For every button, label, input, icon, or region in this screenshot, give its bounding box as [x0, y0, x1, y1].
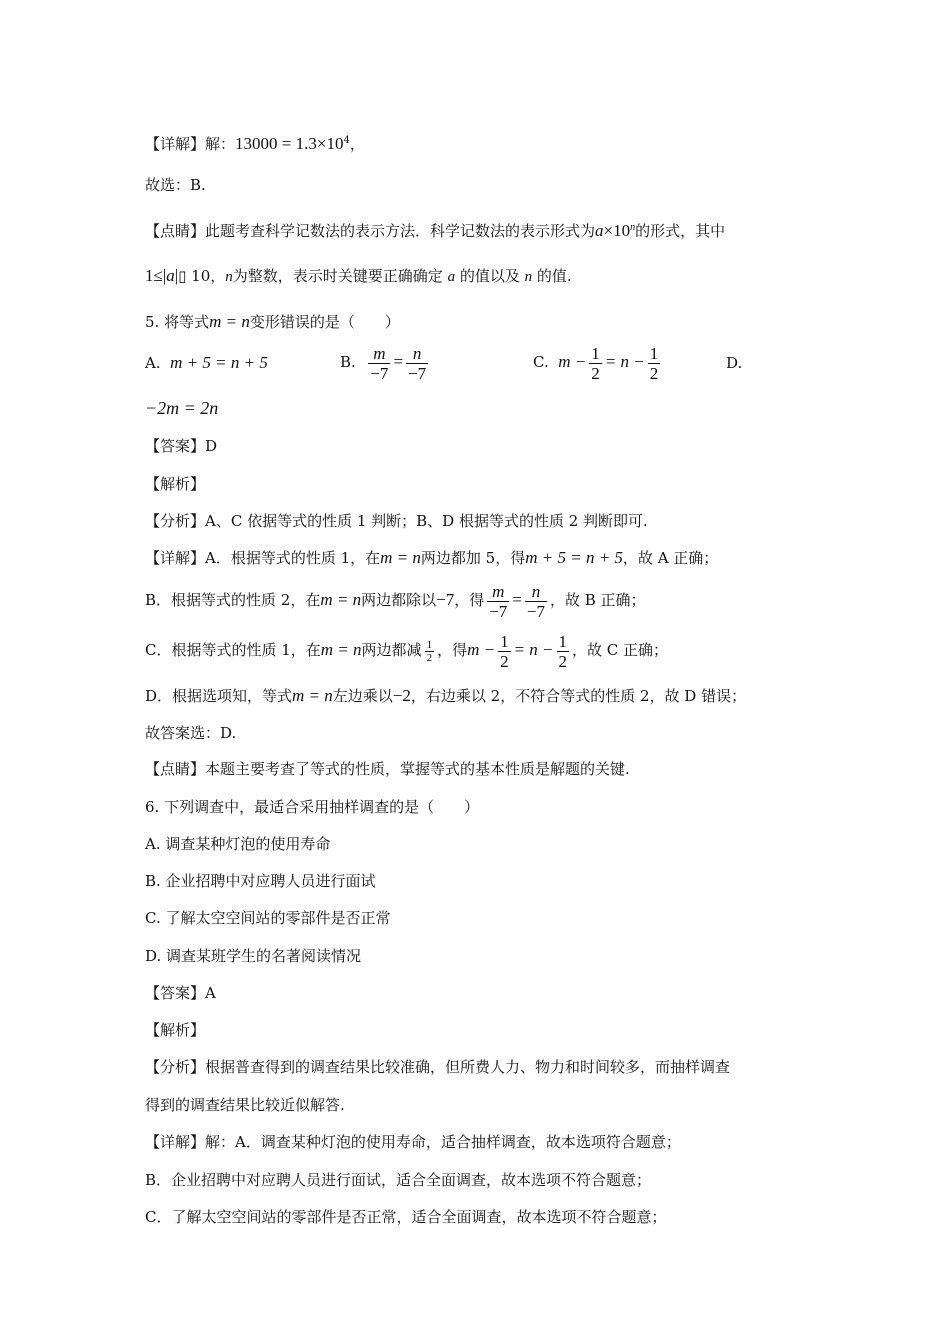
option-a — [145, 353, 268, 373]
dianjing-text: 的值. — [536, 267, 572, 285]
detail-6c: C．了解太空空间站的零部件是否正常，适合全面调查，故本选项不符合题意； — [145, 1208, 667, 1226]
dianjing-text: 的形式，其中 — [635, 222, 726, 240]
math-expression: 1≤| — [145, 266, 167, 285]
jiexi-5: 【解析】 — [145, 475, 206, 493]
detail-6a: 【详解】解：A．调查某种灯泡的使用寿命，适合抽样调查，故本选项符合题意； — [145, 1133, 681, 1151]
fenxi-5: 【分析】A、C 依据等式的性质 1 判断；B、D 根据等式的性质 2 判断即可. — [145, 512, 648, 530]
math-expression: m = n — [209, 312, 250, 331]
dianjing-line-1 — [145, 218, 725, 241]
fraction: $\frac{1}{2}$ — [500, 631, 509, 671]
detail-5d: D．根据选项知，等式m = n左边乘以−2，右边乘以 2，不符合等式的性质 2，故 D 错误； — [145, 686, 747, 705]
question-text: 变形错误的是（ ） — [249, 313, 400, 331]
option-c — [533, 342, 663, 383]
math-var: a — [595, 221, 604, 240]
dianjing-text: 【点睛】此题考查科学记数法的表示方法．科学记数法的表示形式为 — [145, 222, 596, 240]
dianjing-text: 的值以及 — [459, 267, 520, 285]
option-6d: D. 调查某班学生的名著阅读情况 — [145, 947, 362, 965]
answer-5: 【答案】D — [145, 437, 218, 455]
dianjing-5: 【点睛】本题主要考查了等式的性质，掌握等式的基本性质是解题的关键. — [145, 760, 630, 778]
math-var: a — [447, 269, 456, 285]
math-var: n — [225, 269, 233, 285]
math-expression: | — [174, 266, 179, 285]
math-var: n — [524, 269, 533, 285]
math-expression: = — [393, 352, 404, 371]
detail-6b: B．企业招聘中对应聘人员进行面试，适合全面调查，故本选项不符合题意； — [145, 1171, 652, 1189]
detail-label: 【详解】解： — [145, 135, 236, 153]
math-var: a — [166, 266, 175, 285]
fraction: $\frac{n}{-7}$ — [408, 343, 427, 383]
fraction: $\frac{m}{-7}$ — [489, 581, 508, 621]
detail-5b: B．根据等式的性质 2，在m = n两边都除以−7，得 $\frac{m}{-7}$ = $\frac{n}{-7}$ ，故 B 正确； — [145, 581, 646, 621]
fraction: $\frac{n}{-7}$ — [526, 581, 545, 621]
option-6a: A. 调查某种灯泡的使用寿命 — [145, 835, 331, 853]
dianjing-line-2: 1≤|a|▯ 10，n为整数，表示时关键要正确确定 a 的值以及 n 的值. — [145, 266, 572, 285]
dianjing-text: 为整数，表示时关键要正确确定 — [232, 267, 443, 285]
final-answer-5: 故答案选：D. — [145, 724, 237, 742]
fenxi-6-line-2: 得到的调查结果比较近似解答. — [145, 1096, 345, 1114]
math-expression: ×10 — [603, 221, 631, 240]
jiexi-6: 【解析】 — [145, 1021, 206, 1039]
option-6b: B. 企业招聘中对应聘人员进行面试 — [145, 872, 376, 890]
option-label: B. — [340, 353, 356, 371]
fraction: $\frac{1}{2}$ — [426, 638, 433, 664]
math-expression: m − — [558, 352, 587, 371]
question-6-stem: 6. 下列调查中，最适合采用抽样调查的是（ ） — [145, 798, 480, 816]
option-d: D. — [726, 354, 743, 372]
option-6c: C. 了解太空空间站的零部件是否正常 — [145, 909, 391, 927]
fenxi-6-line-1: 【分析】根据普查得到的调查结果比较准确，但所费人力、物力和时间较多，而抽样调查 — [145, 1058, 731, 1076]
option-b — [340, 342, 431, 383]
fraction: $\frac{1}{2}$ — [558, 631, 568, 671]
fraction: $\frac{1}{2}$ — [591, 343, 600, 383]
detail-line-1 — [145, 131, 365, 154]
question-text: 5. 将等式 — [145, 313, 210, 331]
answer-6: 【答案】A — [145, 984, 216, 1002]
punctuation: ， — [349, 135, 365, 153]
option-label: C. — [533, 353, 549, 371]
math-expression: m + 5 = n + 5 — [170, 353, 268, 372]
detail-5c: C．根据等式的性质 1，在m = n两边都减 $\frac{1}{2}$ ，得m − $\frac{1}{2}$ = n − $\frac{1}{2}$ ，故 C 正确； — [145, 631, 669, 671]
math-expression: 13000 = 1.3×10 — [235, 134, 344, 153]
option-d-expression: −2m = 2n — [145, 398, 219, 418]
dianjing-text: 10， — [191, 267, 226, 285]
question-5-stem — [145, 312, 400, 332]
math-exponent: 4 — [343, 135, 350, 146]
choice-line: 故选：B. — [145, 176, 206, 194]
detail-5a: 【详解】A．根据等式的性质 1，在m = n两边都加 5，得m + 5 = n + 5，故 A 正确； — [145, 548, 719, 567]
fraction: $\frac{m}{-7}$ — [370, 343, 389, 383]
math-expression: = n − — [604, 352, 645, 371]
option-label: A. — [145, 354, 161, 372]
fraction: $\frac{1}{2}$ — [649, 343, 659, 383]
math-exponent: n — [630, 222, 636, 233]
